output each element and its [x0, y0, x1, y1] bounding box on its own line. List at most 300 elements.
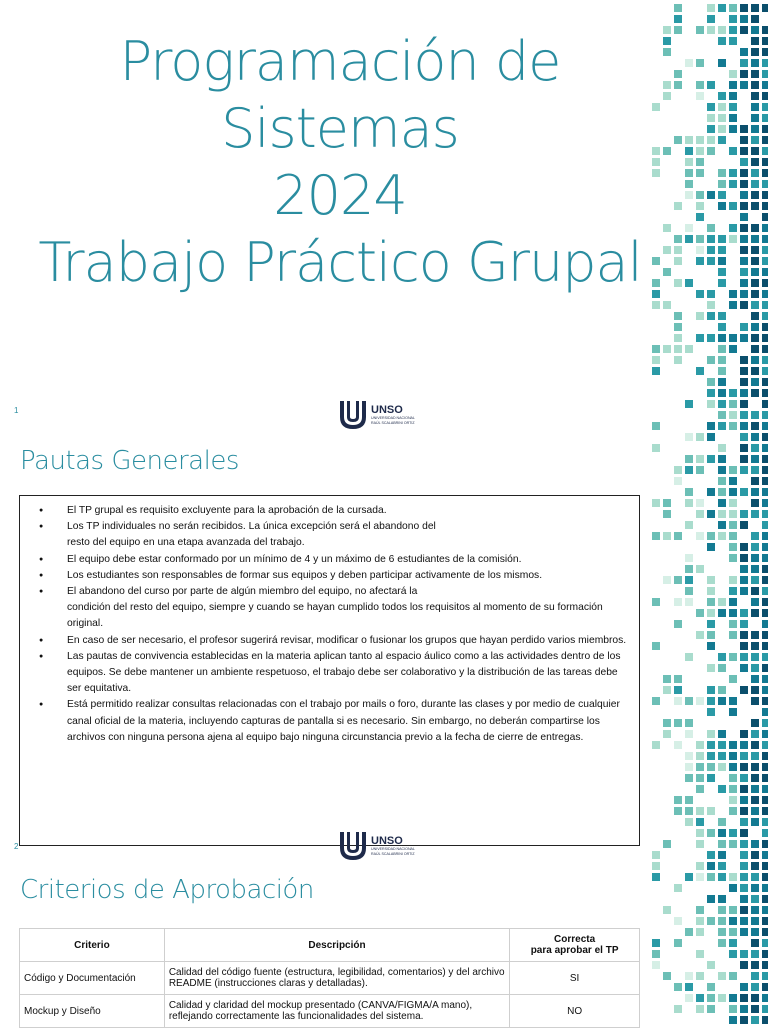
mosaic-tile [674, 334, 682, 342]
rule-item: ● Los estudiantes son responsables de formar sus equipos y deben participar activamente de los mismos. [37, 568, 627, 584]
header-correct-line-1: Correcta [554, 934, 596, 945]
mosaic-tile [674, 1005, 682, 1013]
mosaic-tile [762, 697, 768, 705]
mosaic-tile [718, 92, 726, 100]
mosaic-tile [729, 4, 737, 12]
mosaic-tile [762, 994, 768, 1002]
mosaic-tile [707, 829, 715, 837]
mosaic-tile [718, 4, 726, 12]
mosaic-tile [762, 224, 768, 232]
mosaic-tile [762, 81, 768, 89]
mosaic-tile [740, 906, 748, 914]
mosaic-tile [740, 862, 748, 870]
mosaic-tile [696, 840, 704, 848]
mosaic-tile [707, 488, 715, 496]
mosaic-tile [729, 466, 737, 474]
mosaic-tile [751, 48, 759, 56]
mosaic-tile [707, 587, 715, 595]
mosaic-tile [740, 565, 748, 573]
mosaic-tile [751, 730, 759, 738]
mosaic-tile [718, 785, 726, 793]
mosaic-tile [674, 202, 682, 210]
mosaic-tile [740, 686, 748, 694]
mosaic-tile [663, 246, 671, 254]
mosaic-tile [740, 983, 748, 991]
mosaic-tile [729, 708, 737, 716]
mosaic-tile [740, 774, 748, 782]
mosaic-tile [762, 631, 768, 639]
mosaic-tile [718, 323, 726, 331]
mosaic-tile [674, 576, 682, 584]
mosaic-tile [707, 356, 715, 364]
mosaic-tile [751, 895, 759, 903]
mosaic-tile [762, 917, 768, 925]
mosaic-tile [674, 917, 682, 925]
header-criterion: Criterio [20, 929, 165, 962]
mosaic-tile [707, 752, 715, 760]
mosaic-tile [674, 26, 682, 34]
mosaic-tile [729, 554, 737, 562]
mosaic-tile [751, 554, 759, 562]
mosaic-tile [718, 191, 726, 199]
mosaic-tile [740, 807, 748, 815]
mosaic-tile [751, 653, 759, 661]
mosaic-tile [751, 664, 759, 672]
mosaic-tile [762, 334, 768, 342]
mosaic-tile [762, 268, 768, 276]
mosaic-tile [751, 642, 759, 650]
mosaic-tile [696, 829, 704, 837]
mosaic-tile [718, 367, 726, 375]
mosaic-tile [707, 15, 715, 23]
mosaic-tile [740, 224, 748, 232]
mosaic-tile [729, 752, 737, 760]
mosaic-tile [751, 125, 759, 133]
mosaic-tile [751, 675, 759, 683]
mosaic-tile [729, 488, 737, 496]
mosaic-tile [707, 763, 715, 771]
mosaic-tile [762, 356, 768, 364]
logo-subtitle-1: UNIVERSIDAD NACIONAL [371, 416, 415, 421]
mosaic-tile [740, 279, 748, 287]
mosaic-tile [674, 81, 682, 89]
mosaic-tile [718, 873, 726, 881]
table-header-row [20, 929, 640, 962]
criterion-cell: Código y Documentación [20, 962, 165, 995]
mosaic-tile [707, 26, 715, 34]
mosaic-tile [751, 246, 759, 254]
mosaic-tile [740, 180, 748, 188]
mosaic-tile [685, 466, 693, 474]
mosaic-tile [674, 312, 682, 320]
mosaic-tile [751, 488, 759, 496]
mosaic-tile [685, 147, 693, 155]
mosaic-tile [707, 400, 715, 408]
mosaic-tile [729, 37, 737, 45]
mosaic-tile [762, 257, 768, 265]
mosaic-tile [762, 752, 768, 760]
mosaic-tile [696, 631, 704, 639]
mosaic-tile [729, 81, 737, 89]
mosaic-tile [674, 70, 682, 78]
mosaic-tile [740, 4, 748, 12]
mosaic-tile [740, 664, 748, 672]
mosaic-tile [729, 15, 737, 23]
mosaic-tile [729, 609, 737, 617]
mosaic-tile [718, 697, 726, 705]
mosaic-tile [762, 279, 768, 287]
mosaic-tile [674, 356, 682, 364]
mosaic-tile [751, 510, 759, 518]
mosaic-tile [685, 730, 693, 738]
mosaic-tile [707, 862, 715, 870]
rules-list [37, 503, 627, 746]
mosaic-tile [685, 235, 693, 243]
mosaic-tile [707, 609, 715, 617]
mosaic-tile [729, 939, 737, 947]
mosaic-tile [707, 136, 715, 144]
mosaic-tile [696, 873, 704, 881]
mosaic-tile [718, 180, 726, 188]
mosaic-tile [707, 686, 715, 694]
mosaic-tile [740, 961, 748, 969]
mosaic-tile [718, 37, 726, 45]
section-title-general: Pautas Generales [20, 446, 239, 476]
mosaic-tile [685, 499, 693, 507]
mosaic-tile [663, 686, 671, 694]
mosaic-tile [729, 334, 737, 342]
mosaic-tile [751, 884, 759, 892]
mosaic-tile [674, 741, 682, 749]
mosaic-tile [762, 70, 768, 78]
mosaic-tile [652, 862, 660, 870]
mosaic-tile [751, 774, 759, 782]
mosaic-tile [663, 268, 671, 276]
table-row [20, 995, 640, 1028]
mosaic-tile [751, 631, 759, 639]
mosaic-tile [729, 950, 737, 958]
mosaic-tile [762, 92, 768, 100]
mosaic-tile [729, 829, 737, 837]
mosaic-tile [762, 807, 768, 815]
mosaic-tile [762, 202, 768, 210]
mosaic-tile [740, 169, 748, 177]
mosaic-tile [740, 301, 748, 309]
mosaic-tile [762, 796, 768, 804]
mosaic-tile [740, 367, 748, 375]
mosaic-tile [718, 939, 726, 947]
mosaic-tile [718, 609, 726, 617]
mosaic-tile [729, 653, 737, 661]
mosaic-tile [718, 334, 726, 342]
mosaic-tile [652, 950, 660, 958]
header-correct-line-2: para aprobar el TP [530, 945, 619, 956]
page-number-1: 1 [14, 406, 19, 415]
mosaic-tile [707, 389, 715, 397]
mosaic-tile [729, 180, 737, 188]
mosaic-tile [696, 763, 704, 771]
mosaic-tile [707, 147, 715, 155]
mosaic-tile [740, 433, 748, 441]
mosaic-tile [740, 334, 748, 342]
mosaic-tile [652, 598, 660, 606]
mosaic-tile [762, 345, 768, 353]
mosaic-tile [740, 466, 748, 474]
mosaic-tile [718, 906, 726, 914]
mosaic-tile [762, 554, 768, 562]
mosaic-tile [762, 686, 768, 694]
mosaic-tile [729, 103, 737, 111]
logo-name: UNSO [371, 835, 403, 848]
mosaic-tile [762, 499, 768, 507]
mosaic-tile [751, 114, 759, 122]
mosaic-tile [740, 356, 748, 364]
mosaic-tile [696, 59, 704, 67]
mosaic-tile [652, 532, 660, 540]
mosaic-tile [740, 928, 748, 936]
mosaic-tile [762, 103, 768, 111]
mosaic-tile [740, 147, 748, 155]
mosaic-tile [729, 510, 737, 518]
mosaic-tile [685, 565, 693, 573]
mosaic-tile [729, 521, 737, 529]
mosaic-tile [762, 488, 768, 496]
mosaic-tile [762, 730, 768, 738]
correct-cell: NO [510, 995, 640, 1028]
mosaic-tile [740, 290, 748, 298]
mosaic-tile [751, 81, 759, 89]
mosaic-tile [729, 807, 737, 815]
mosaic-tile [740, 609, 748, 617]
mosaic-tile [740, 59, 748, 67]
mosaic-tile [674, 686, 682, 694]
mosaic-tile [740, 818, 748, 826]
mosaic-tile [707, 125, 715, 133]
mosaic-tile [718, 378, 726, 386]
mosaic-tile [718, 532, 726, 540]
mosaic-tile [762, 873, 768, 881]
mosaic-tile [729, 774, 737, 782]
mosaic-tile [762, 840, 768, 848]
mosaic-tile [696, 609, 704, 617]
mosaic-tile [707, 433, 715, 441]
mosaic-tile [696, 917, 704, 925]
mosaic-tile [685, 774, 693, 782]
mosaic-tile [696, 213, 704, 221]
mosaic-tile [751, 411, 759, 419]
mosaic-tile [652, 873, 660, 881]
mosaic-tile [696, 312, 704, 320]
mosaic-tile [751, 719, 759, 727]
mosaic-tile [696, 741, 704, 749]
mosaic-tile [718, 686, 726, 694]
mosaic-tile [652, 642, 660, 650]
mosaic-tile [718, 741, 726, 749]
mosaic-tile [696, 433, 704, 441]
mosaic-tile [751, 455, 759, 463]
mosaic-tile [740, 829, 748, 837]
mosaic-tile [685, 180, 693, 188]
mosaic-tile [762, 59, 768, 67]
mosaic-tile [707, 851, 715, 859]
mosaic-tile [685, 587, 693, 595]
mosaic-tile [696, 1005, 704, 1013]
mosaic-tile [718, 895, 726, 903]
mosaic-tile [707, 191, 715, 199]
mosaic-tile [685, 488, 693, 496]
mosaic-tile [652, 444, 660, 452]
section-title-criteria: Criterios de Aprobación [20, 875, 314, 905]
mosaic-tile [751, 939, 759, 947]
mosaic-tile [663, 26, 671, 34]
mosaic-tile [740, 543, 748, 551]
mosaic-tile [718, 356, 726, 364]
mosaic-tile [718, 521, 726, 529]
mosaic-tile [652, 499, 660, 507]
mosaic-tile [718, 818, 726, 826]
mosaic-tile [707, 664, 715, 672]
description-cell: Calidad y claridad del mockup presentado (CANVA/FIGMA/A mano), reflejando correctamente las funcionalidades del sistema. [164, 995, 509, 1028]
mosaic-tile [751, 840, 759, 848]
mosaic-tile [696, 202, 704, 210]
mosaic-tile [740, 840, 748, 848]
mosaic-tile [707, 697, 715, 705]
mosaic-tile [663, 906, 671, 914]
mosaic-tile [718, 499, 726, 507]
mosaic-tile [718, 862, 726, 870]
mosaic-tile [762, 4, 768, 12]
mosaic-tile [729, 972, 737, 980]
mosaic-tile [696, 92, 704, 100]
mosaic-tile [762, 136, 768, 144]
mosaic-tile [751, 928, 759, 936]
mosaic-tile [740, 191, 748, 199]
rule-item: ● El abandono del curso por parte de algún miembro del equipo, no afectará la condición del resto del equipo, siempre y cuando se hayan cumplido todos los requisitos al momento de su formación original. [37, 584, 627, 633]
mosaic-tile [696, 81, 704, 89]
mosaic-tile [751, 356, 759, 364]
mosaic-tile [674, 246, 682, 254]
mosaic-tile [674, 136, 682, 144]
mosaic-tile [696, 235, 704, 243]
mosaic-tile [762, 37, 768, 45]
mosaic-tile [696, 928, 704, 936]
mosaic-tile [762, 763, 768, 771]
mosaic-tile [696, 455, 704, 463]
mosaic-tile [729, 224, 737, 232]
mosaic-tile [729, 917, 737, 925]
mosaic-tile [674, 620, 682, 628]
mosaic-tile [696, 697, 704, 705]
mosaic-tile [707, 708, 715, 716]
mosaic-tile [740, 950, 748, 958]
mosaic-tile [707, 4, 715, 12]
mosaic-tile [762, 521, 768, 529]
mosaic-tile [762, 180, 768, 188]
mosaic-tile [762, 48, 768, 56]
mosaic-tile [696, 774, 704, 782]
mosaic-tile [740, 422, 748, 430]
mosaic-tile [751, 235, 759, 243]
mosaic-tile [740, 653, 748, 661]
mosaic-tile [718, 466, 726, 474]
mosaic-tile [740, 510, 748, 518]
mosaic-tile [740, 455, 748, 463]
unso-logo [338, 399, 415, 431]
mosaic-tile [740, 1005, 748, 1013]
mosaic-tile [663, 576, 671, 584]
mosaic-tile [696, 752, 704, 760]
mosaic-tile [707, 532, 715, 540]
mosaic-tile [740, 785, 748, 793]
mosaic-tile [707, 961, 715, 969]
mosaic-tile [707, 730, 715, 738]
mosaic-tile [729, 741, 737, 749]
mosaic-tile [751, 543, 759, 551]
mosaic-tile [729, 422, 737, 430]
mosaic-tile [751, 290, 759, 298]
mosaic-tile [762, 191, 768, 199]
mosaic-tile [674, 697, 682, 705]
mosaic-tile [685, 136, 693, 144]
mosaic-tile [663, 730, 671, 738]
mosaic-tile [707, 774, 715, 782]
mosaic-tile [751, 15, 759, 23]
mosaic-tile [663, 92, 671, 100]
mosaic-tile [718, 730, 726, 738]
table-row [20, 962, 640, 995]
mosaic-tile [685, 928, 693, 936]
mosaic-tile [740, 444, 748, 452]
mosaic-tile [751, 92, 759, 100]
mosaic-tile [740, 763, 748, 771]
mosaic-tile [740, 158, 748, 166]
criterion-cell: Mockup y Diseño [20, 995, 165, 1028]
mosaic-tile [751, 697, 759, 705]
mosaic-tile [718, 510, 726, 518]
mosaic-tile [696, 169, 704, 177]
mosaic-tile [674, 15, 682, 23]
header-correct [510, 929, 640, 962]
mosaic-tile [762, 400, 768, 408]
mosaic-tile [718, 136, 726, 144]
title-slide [20, 28, 660, 296]
mosaic-tile [663, 81, 671, 89]
mosaic-tile [729, 26, 737, 34]
mosaic-tile [751, 609, 759, 617]
mosaic-tile [718, 653, 726, 661]
mosaic-tile [685, 455, 693, 463]
mosaic-tile [729, 147, 737, 155]
mosaic-tile [685, 752, 693, 760]
mosaic-tile [696, 466, 704, 474]
mosaic-tile [718, 840, 726, 848]
mosaic-tile [729, 598, 737, 606]
mosaic-tile [652, 422, 660, 430]
mosaic-tile [696, 334, 704, 342]
mosaic-tile [751, 103, 759, 111]
mosaic-tile [674, 477, 682, 485]
mosaic-tile [751, 389, 759, 397]
mosaic-tile [685, 554, 693, 562]
mosaic-tile [751, 873, 759, 881]
rule-item: ● Los TP individuales no serán recibidos. La única excepción será el abandono del resto del equipo en una etapa avanzada del trabajo. [37, 519, 627, 551]
mosaic-tile [707, 334, 715, 342]
mosaic-tile [685, 697, 693, 705]
mosaic-tile [718, 268, 726, 276]
mosaic-tile [751, 576, 759, 584]
mosaic-tile [663, 224, 671, 232]
mosaic-tile [685, 818, 693, 826]
